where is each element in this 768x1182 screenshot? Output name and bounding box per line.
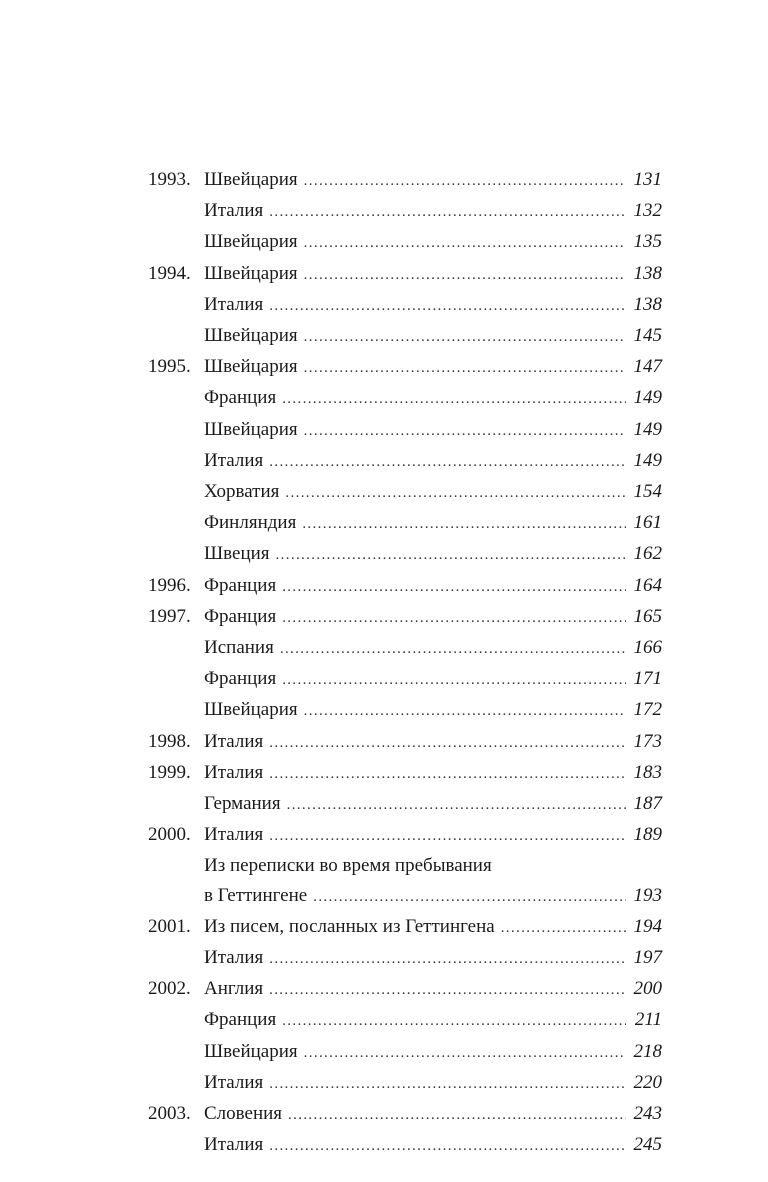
dot-leader xyxy=(269,945,626,974)
toc-title: Италия xyxy=(204,293,264,315)
toc-page-number: 145 xyxy=(633,325,662,347)
toc-title: Швейцария xyxy=(204,418,298,440)
toc-title: Франция xyxy=(204,605,277,627)
toc-page-number: 138 xyxy=(633,293,662,315)
toc-page-number: 220 xyxy=(633,1071,662,1093)
toc-title-line1: Из переписки во время пребывания xyxy=(204,855,492,877)
dot-leader xyxy=(304,167,626,196)
toc-title: Италия xyxy=(204,1134,264,1156)
dot-leader xyxy=(269,198,626,227)
toc-title: Италия xyxy=(204,824,264,846)
toc-title: Швейцария xyxy=(204,262,298,284)
dot-leader xyxy=(269,760,626,789)
toc-title: Из писем, посланных из Геттингена xyxy=(204,915,495,937)
toc-title: Швейцария xyxy=(204,169,298,190)
toc-title: Франция xyxy=(204,1009,277,1031)
toc-title: Италия xyxy=(204,730,264,752)
dot-leader xyxy=(282,604,626,633)
toc-year: 1993. xyxy=(148,169,191,190)
toc-page-number: 161 xyxy=(633,512,662,534)
toc-title: Англия xyxy=(204,978,264,1000)
dot-leader xyxy=(282,385,626,414)
dot-leader xyxy=(282,1007,626,1036)
dot-leader xyxy=(288,1101,626,1130)
toc-year: 1994. xyxy=(148,262,191,284)
toc-page-number: 147 xyxy=(633,356,662,378)
toc-year: 1998. xyxy=(148,730,191,752)
toc-title: Италия xyxy=(204,947,264,969)
toc-title: Швейцария xyxy=(204,1040,298,1062)
toc-page-number: 193 xyxy=(633,884,662,906)
toc-title: Испания xyxy=(204,637,274,659)
toc-title: Франция xyxy=(204,574,277,596)
toc-entry xyxy=(148,789,662,820)
toc-entry xyxy=(148,539,662,570)
toc-entry xyxy=(148,1068,662,1099)
dot-leader xyxy=(269,729,626,758)
toc-page-number: 132 xyxy=(633,200,662,222)
toc-page-number: 149 xyxy=(633,449,662,471)
toc-title: Франция xyxy=(204,387,277,409)
toc-page-number: 183 xyxy=(633,761,662,783)
toc-page-number: 172 xyxy=(633,699,662,721)
toc-entry xyxy=(148,1037,662,1068)
toc-entry xyxy=(148,259,662,290)
toc-page-number: 194 xyxy=(633,915,662,937)
toc-page-number: 200 xyxy=(633,978,662,1000)
toc-page-number: 171 xyxy=(633,668,662,690)
dot-leader xyxy=(287,791,626,820)
toc-page-number: 189 xyxy=(633,824,662,846)
toc-entry xyxy=(148,727,662,758)
toc-page-number: 131 xyxy=(633,169,662,190)
toc-year: 2003. xyxy=(148,1103,191,1125)
toc-entry xyxy=(148,477,662,508)
toc-entry xyxy=(148,758,662,789)
toc-entry xyxy=(148,165,662,196)
toc-entry xyxy=(148,1005,662,1036)
toc-title: Италия xyxy=(204,761,264,783)
toc-page-number: 135 xyxy=(633,231,662,253)
table-of-contents xyxy=(148,165,662,1162)
toc-page-number: 173 xyxy=(633,730,662,752)
dot-leader xyxy=(304,229,626,258)
toc-year: 2002. xyxy=(148,978,191,1000)
dot-leader xyxy=(269,1070,626,1099)
toc-page-number: 187 xyxy=(633,793,662,815)
dot-leader xyxy=(304,354,626,383)
toc-page-number: 165 xyxy=(633,605,662,627)
toc-entry xyxy=(148,290,662,321)
toc-year: 1995. xyxy=(148,356,191,378)
toc-entry xyxy=(148,196,662,227)
toc-page-number: 166 xyxy=(633,637,662,659)
dot-leader xyxy=(269,448,626,477)
dot-leader xyxy=(285,479,626,508)
toc-year: 1997. xyxy=(148,605,191,627)
dot-leader xyxy=(280,635,626,664)
toc-page-number: 197 xyxy=(633,947,662,969)
toc-page-number: 218 xyxy=(633,1040,662,1062)
toc-entry xyxy=(148,415,662,446)
toc-page-number: 138 xyxy=(633,262,662,284)
toc-page-number: 154 xyxy=(633,481,662,503)
toc-title: Италия xyxy=(204,449,264,471)
toc-title: Швейцария xyxy=(204,356,298,378)
toc-title: Швейцария xyxy=(204,231,298,253)
dot-leader xyxy=(269,976,626,1005)
toc-entry xyxy=(148,1130,662,1161)
dot-leader xyxy=(501,914,626,943)
toc-entry xyxy=(148,974,662,1005)
toc-page-number: 211 xyxy=(634,1009,662,1031)
toc-entry xyxy=(148,602,662,633)
toc-title: Италия xyxy=(204,200,264,222)
toc-entry xyxy=(148,851,662,911)
toc-entry xyxy=(148,943,662,974)
toc-page-number: 149 xyxy=(633,387,662,409)
dot-leader xyxy=(276,541,626,570)
toc-entry xyxy=(148,383,662,414)
toc-title: Словения xyxy=(204,1103,283,1125)
toc-year: 2001. xyxy=(148,915,191,937)
dot-leader xyxy=(302,510,626,539)
toc-year: 2000. xyxy=(148,824,191,846)
toc-page-number: 245 xyxy=(633,1134,662,1156)
dot-leader xyxy=(304,261,626,290)
toc-year: 1996. xyxy=(148,574,191,596)
dot-leader xyxy=(313,883,626,912)
toc-entry xyxy=(148,664,662,695)
toc-entry xyxy=(148,695,662,726)
dot-leader xyxy=(304,323,626,352)
dot-leader xyxy=(304,697,626,726)
toc-year: 1999. xyxy=(148,761,191,783)
toc-entry xyxy=(148,321,662,352)
toc-entry xyxy=(148,508,662,539)
toc-title: Франция xyxy=(204,668,277,690)
dot-leader xyxy=(304,1039,626,1068)
toc-entry xyxy=(148,446,662,477)
toc-page-number: 149 xyxy=(633,418,662,440)
dot-leader xyxy=(269,1132,626,1161)
toc-page-number: 164 xyxy=(633,574,662,596)
toc-title: Швейцария xyxy=(204,325,298,347)
toc-entry xyxy=(148,571,662,602)
toc-entry xyxy=(148,820,662,851)
dot-leader xyxy=(269,822,626,851)
dot-leader xyxy=(282,573,626,602)
toc-entry xyxy=(148,633,662,664)
toc-entry xyxy=(148,352,662,383)
toc-title: Германия xyxy=(204,793,281,815)
toc-entry xyxy=(148,912,662,943)
toc-title: Италия xyxy=(204,1071,264,1093)
toc-entry xyxy=(148,227,662,258)
dot-leader xyxy=(304,417,626,446)
toc-page-number: 243 xyxy=(633,1103,662,1125)
dot-leader xyxy=(269,292,626,321)
toc-page-number: 162 xyxy=(633,543,662,565)
dot-leader xyxy=(282,666,626,695)
toc-title: Швейцария xyxy=(204,699,298,721)
toc-title: в Геттингене xyxy=(204,884,308,906)
toc-entry xyxy=(148,1099,662,1130)
toc-title: Швеция xyxy=(204,543,270,565)
toc-title: Хорватия xyxy=(204,481,280,503)
toc-title: Финляндия xyxy=(204,512,297,534)
